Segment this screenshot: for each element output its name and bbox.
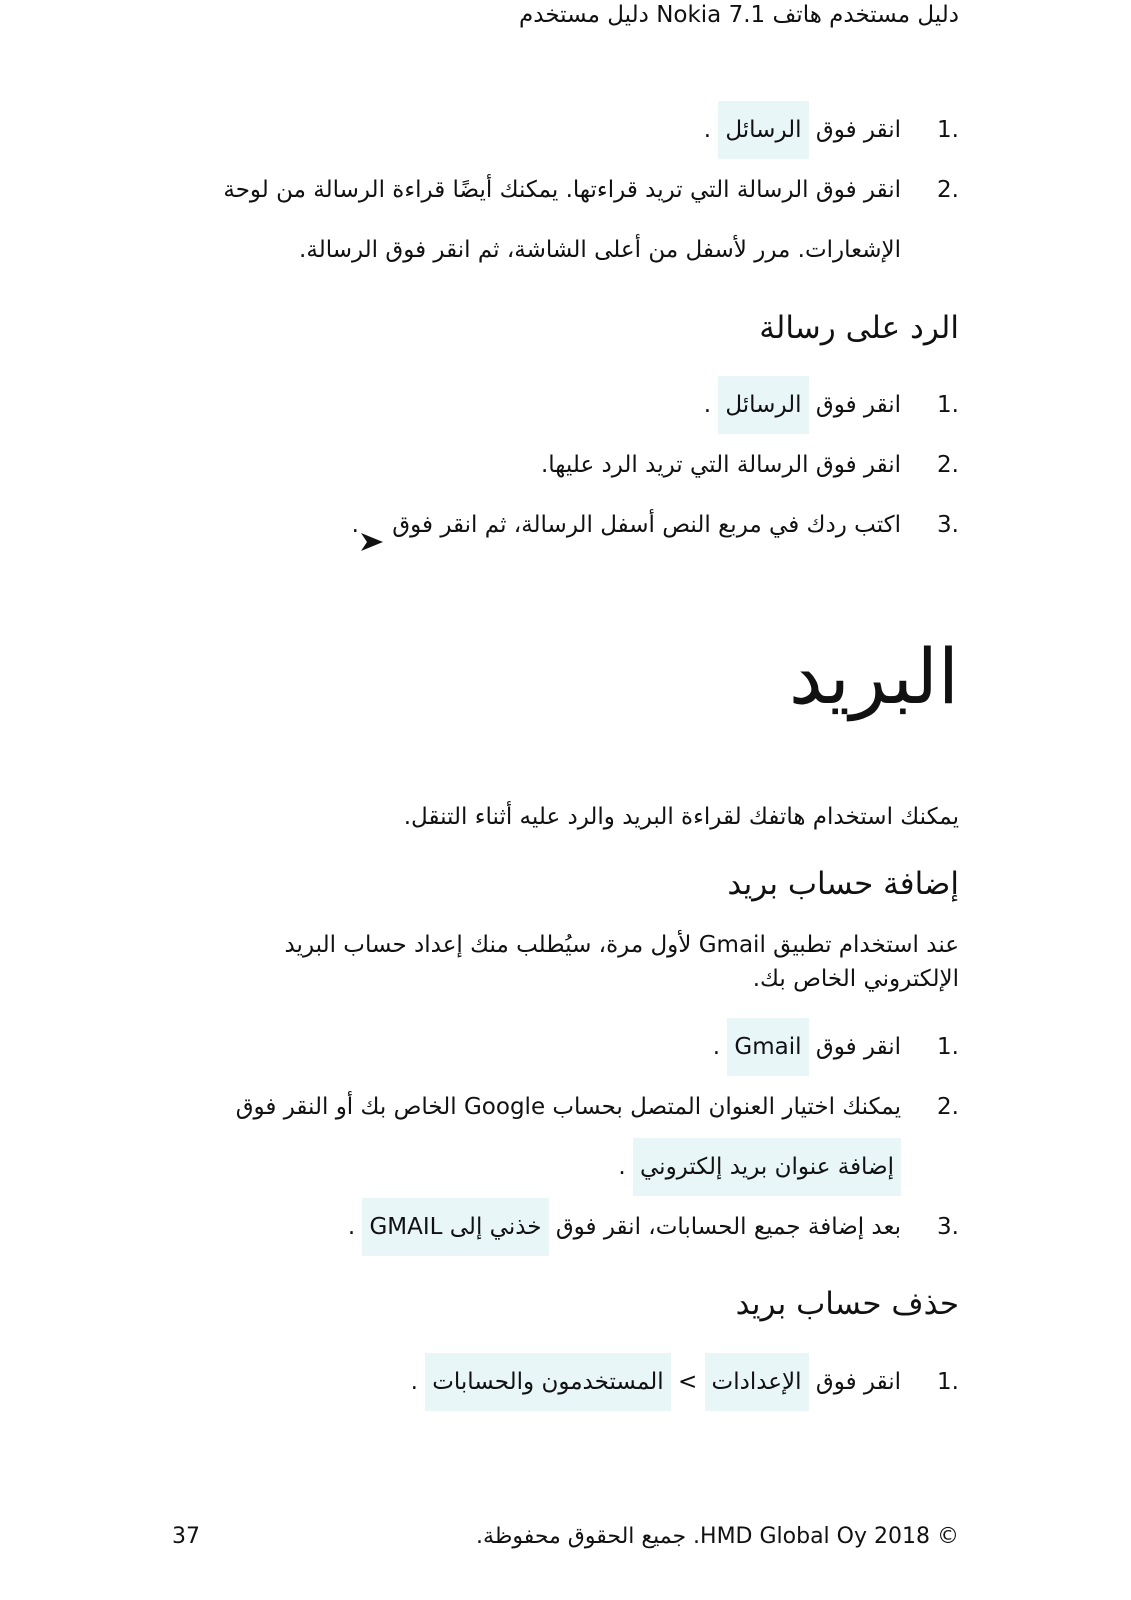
step-text [704,101,901,159]
step-number: 2. [937,177,959,203]
step-number: 3. [937,1214,959,1240]
step-number: 3. [937,512,959,538]
section-heading-delete-account: حذف حساب بريد [735,1286,959,1322]
step-text [348,1198,901,1256]
messages-app-label: الرسائل [718,101,808,159]
step-text-suffix: . [703,117,712,143]
step-text [704,376,901,434]
step-text-prefix: انقر فوق [815,1034,901,1060]
page-header: دليل مستخدم هاتف Nokia 7.1 دليل مستخدم [519,2,959,28]
footer-copyright: © 2018 HMD Global Oy. جميع الحقوق محفوظة. [476,1524,959,1549]
take-me-to-gmail-label: خذني إلى GMAIL [362,1198,548,1256]
settings-label: الإعدادات [705,1353,809,1411]
step-text-continued [618,1138,901,1196]
step-text: انقر فوق الرسالة التي تريد قراءتها. يمكنك أيضًا قراءة الرسالة من لوحة [223,177,901,203]
step-number: 1. [937,1034,959,1060]
step-text [352,496,901,554]
step-text [411,1353,901,1411]
step-text-suffix: . [618,1154,626,1180]
step-text-suffix: . [712,1034,721,1060]
step-text-prefix: انقر فوق [815,1369,901,1395]
section-heading-add-account: إضافة حساب بريد [727,866,959,902]
step-text-prefix: انقر فوق [815,117,901,143]
section-heading-reply: الرد على رسالة [759,310,959,346]
step-number: 2. [937,452,959,478]
step-text-continued: الإشعارات. مرر لأسفل من أعلى الشاشة، ثم انقر فوق الرسالة. [299,237,901,263]
messages-app-label: الرسائل [718,376,808,434]
step-text [713,1018,901,1076]
step-text-prefix: انقر فوق [815,392,901,418]
step-number: 1. [937,392,959,418]
step-text: يمكنك اختيار العنوان المتصل بحساب Google الخاص بك أو النقر فوق [235,1094,901,1120]
page-title: البريد [788,632,959,721]
step-text-suffix: . [410,1369,418,1395]
step-number: 2. [937,1094,959,1120]
path-separator: > [677,1369,698,1395]
step-text-suffix: . [703,392,712,418]
users-and-accounts-label: المستخدمون والحسابات [425,1353,670,1411]
send-icon [359,516,385,536]
step-number: 1. [937,1369,959,1395]
step-text: انقر فوق الرسالة التي تريد الرد عليها. [540,452,901,478]
add-account-intro: عند استخدام تطبيق Gmail لأول مرة، سيُطلب منك إعداد حساب البريد الإلكتروني الخاص بك. [284,932,959,992]
step-number: 1. [937,117,959,143]
step-text-suffix: . [351,512,359,538]
step-text-prefix: اكتب ردك في مربع النص أسفل الرسالة، ثم انقر فوق [392,512,901,538]
step-text-suffix: . [347,1214,356,1240]
gmail-app-label: Gmail [727,1018,808,1076]
add-email-address-label: إضافة عنوان بريد إلكتروني [633,1138,901,1196]
section-intro: يمكنك استخدام هاتفك لقراءة البريد والرد عليه أثناء التنقل. [403,804,959,830]
page-number: 37 [172,1524,200,1549]
step-text-prefix: بعد إضافة جميع الحسابات، انقر فوق [555,1214,901,1240]
